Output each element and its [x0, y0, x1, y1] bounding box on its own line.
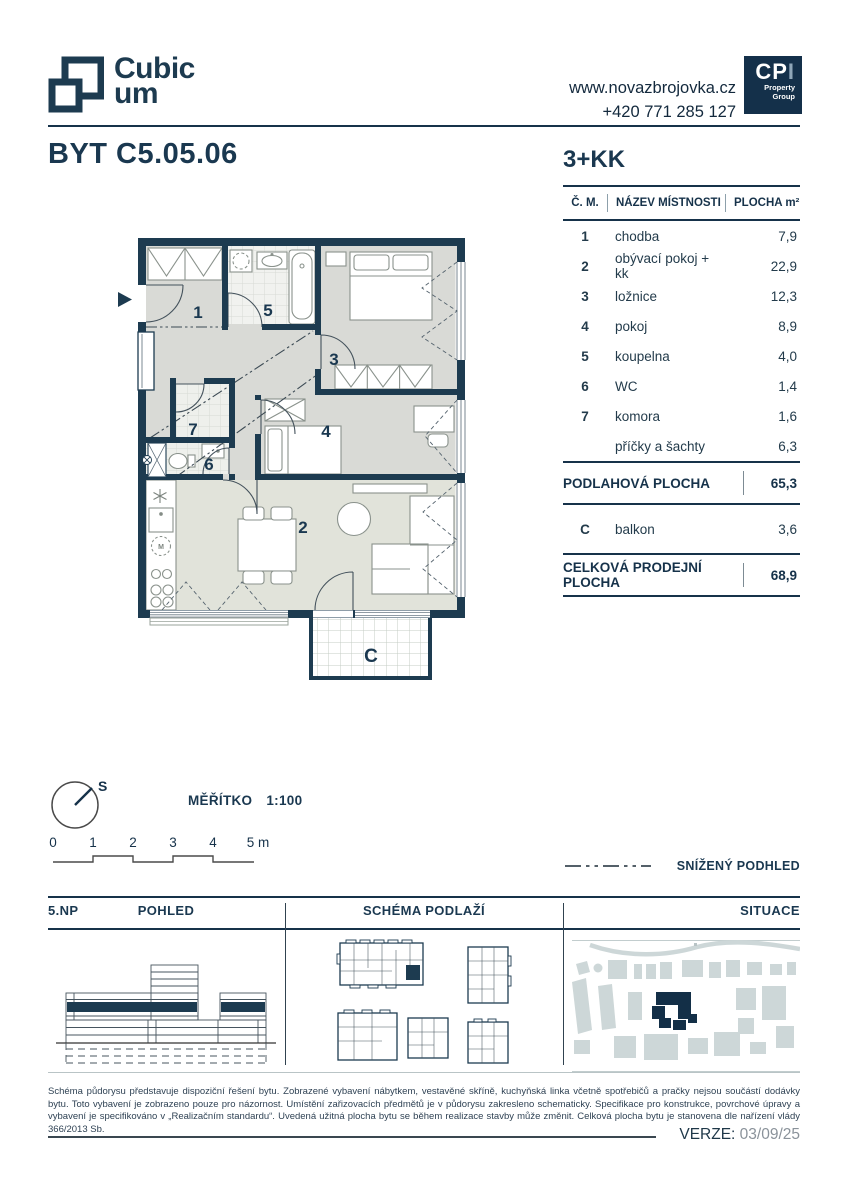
brand-line-2: um — [114, 77, 158, 110]
room-label-4: 4 — [321, 422, 331, 441]
compass-icon — [48, 774, 112, 834]
version-label: VERZE: — [679, 1126, 736, 1143]
contact-block — [436, 76, 736, 124]
table-rule — [563, 595, 800, 597]
underground-lines — [66, 1043, 266, 1063]
tv-bench — [353, 484, 427, 493]
schema-building-5 — [468, 1022, 508, 1063]
header-divider — [48, 125, 800, 127]
cpi-wordmark: CPI — [755, 59, 795, 84]
wardrobe-hall — [148, 248, 222, 280]
table-row: 4 pokoj 8,9 — [581, 318, 797, 334]
table-row: příčky a šachty 6,3 — [615, 438, 797, 454]
table-header — [563, 187, 800, 221]
north-label: S — [98, 778, 108, 794]
table-row: 3 ložnice 12,3 — [581, 288, 797, 304]
table-row: 1 chodba 7,9 — [581, 228, 797, 244]
panel-divider — [563, 903, 564, 1065]
table-row: 2 obývací pokoj + kk 22,9 — [581, 251, 797, 281]
cubicum-wordmark — [114, 52, 195, 110]
col-header-number: Č. M. — [571, 197, 599, 209]
cubicum-cube-icon — [48, 56, 104, 114]
table-row: 6 WC 1,4 — [581, 378, 797, 394]
version-value: 03/09/25 — [739, 1126, 800, 1143]
svg-text:0: 0 — [49, 835, 57, 850]
room-label-3: 3 — [329, 350, 339, 369]
svg-text:2: 2 — [129, 835, 137, 850]
floor-area-row: PODLAHOVÁ PLOCHA 65,3 — [563, 463, 800, 503]
floor-schema — [332, 938, 561, 1068]
room-label-1: 1 — [193, 303, 203, 322]
disclaimer-text: Schéma půdorysu představuje dispoziční řešení bytu. Zobrazené vybavení nábytkem, vestavěné skříně, kuchyňská linka včetně spotřebičů a pračky nejsou součástí dodávky bytu. Toto vybavení je zobrazeno pouze pro názornost. Umístění zařizovacích předmětů je v půdorysu zakresleno schematicky. Specifikace pro konstrukce, povrchové úpravy a vybavení je specifikováno v „Realizačním standardu“. Uvedená užitná plocha bytu se během realizace stavby může změnit. Celková plocha bytu je stanovena dle nařízení vlády 366/2013 Sb. — [48, 1086, 800, 1135]
table-row: 7 komora 1,6 — [581, 408, 797, 424]
value-separator — [743, 563, 744, 587]
floor-number-label: 5.NP — [48, 903, 79, 918]
cpi-logo — [744, 56, 802, 114]
page-title: BYT C5.05.06 — [48, 138, 238, 170]
section-divider — [48, 896, 800, 898]
table-row: 5 koupelna 4,0 — [581, 348, 797, 364]
window-balcony — [355, 611, 430, 618]
svg-text:5 m: 5 m — [246, 835, 270, 850]
situation-map — [572, 940, 800, 1072]
website-link[interactable]: www.novazbrojovka.cz — [569, 79, 736, 97]
room-label-6: 6 — [204, 455, 214, 474]
svg-text:3: 3 — [169, 835, 177, 850]
cpi-group: Group — [772, 92, 795, 101]
scale-label: MĚŘÍTKO 1:100 — [188, 793, 303, 808]
section-divider — [48, 928, 800, 930]
washing-machine — [230, 250, 252, 272]
svg-text:1: 1 — [89, 835, 97, 850]
phone-link[interactable]: +420 771 285 127 — [602, 103, 736, 121]
room-label-7: 7 — [188, 420, 198, 439]
schema-building-3 — [338, 1013, 397, 1060]
cubicum-logo — [48, 52, 195, 114]
balcony-door-opening — [313, 611, 353, 618]
total-area-row: CELKOVÁ PRODEJNÍ PLOCHA 68,9 — [563, 560, 797, 590]
scale-ruler — [46, 834, 281, 868]
ruler-line — [53, 856, 254, 862]
floor-plan — [110, 228, 480, 698]
highlighted-floor-band — [221, 1002, 265, 1012]
entrance-arrow-icon — [118, 292, 132, 307]
svg-text:4: 4 — [209, 835, 217, 850]
section-title-situace: SITUACE — [740, 903, 800, 918]
version-line — [560, 1126, 800, 1144]
highlighted-floor-band — [67, 1002, 197, 1012]
lowered-ceiling-label: SNÍŽENÝ PODHLED — [676, 859, 800, 873]
unit-type-label: 3+KK — [563, 146, 626, 173]
coffee-table — [338, 503, 371, 536]
cpi-property: Property — [764, 83, 795, 92]
balcony-row: C balkon 3,6 — [580, 521, 797, 537]
building-elevation — [48, 938, 285, 1068]
bathroom-sink — [257, 252, 287, 269]
project-buildings-highlight — [652, 992, 697, 1030]
balcony-label: C — [364, 646, 378, 667]
section-title-schema: SCHÉMA PODLAŽÍ — [362, 903, 486, 918]
col-header-name: NÁZEV MÍSTNOSTI — [616, 197, 721, 209]
schema-building-4 — [408, 1018, 448, 1058]
bathtub — [289, 250, 315, 324]
highlighted-unit — [406, 965, 420, 980]
col-header-area: PLOCHA m² — [734, 197, 800, 209]
wardrobe-bedroom — [335, 365, 432, 389]
room-label-2: 2 — [298, 518, 308, 537]
panel-bottom-divider — [48, 1072, 800, 1073]
section-title-pohled: POHLED — [137, 903, 195, 918]
brand-line-1: Cubic — [114, 52, 195, 85]
room-label-5: 5 — [263, 301, 273, 320]
value-separator — [743, 471, 744, 495]
microwave-label: M — [158, 544, 164, 551]
room-table — [563, 185, 800, 597]
panel-divider — [285, 903, 286, 1065]
